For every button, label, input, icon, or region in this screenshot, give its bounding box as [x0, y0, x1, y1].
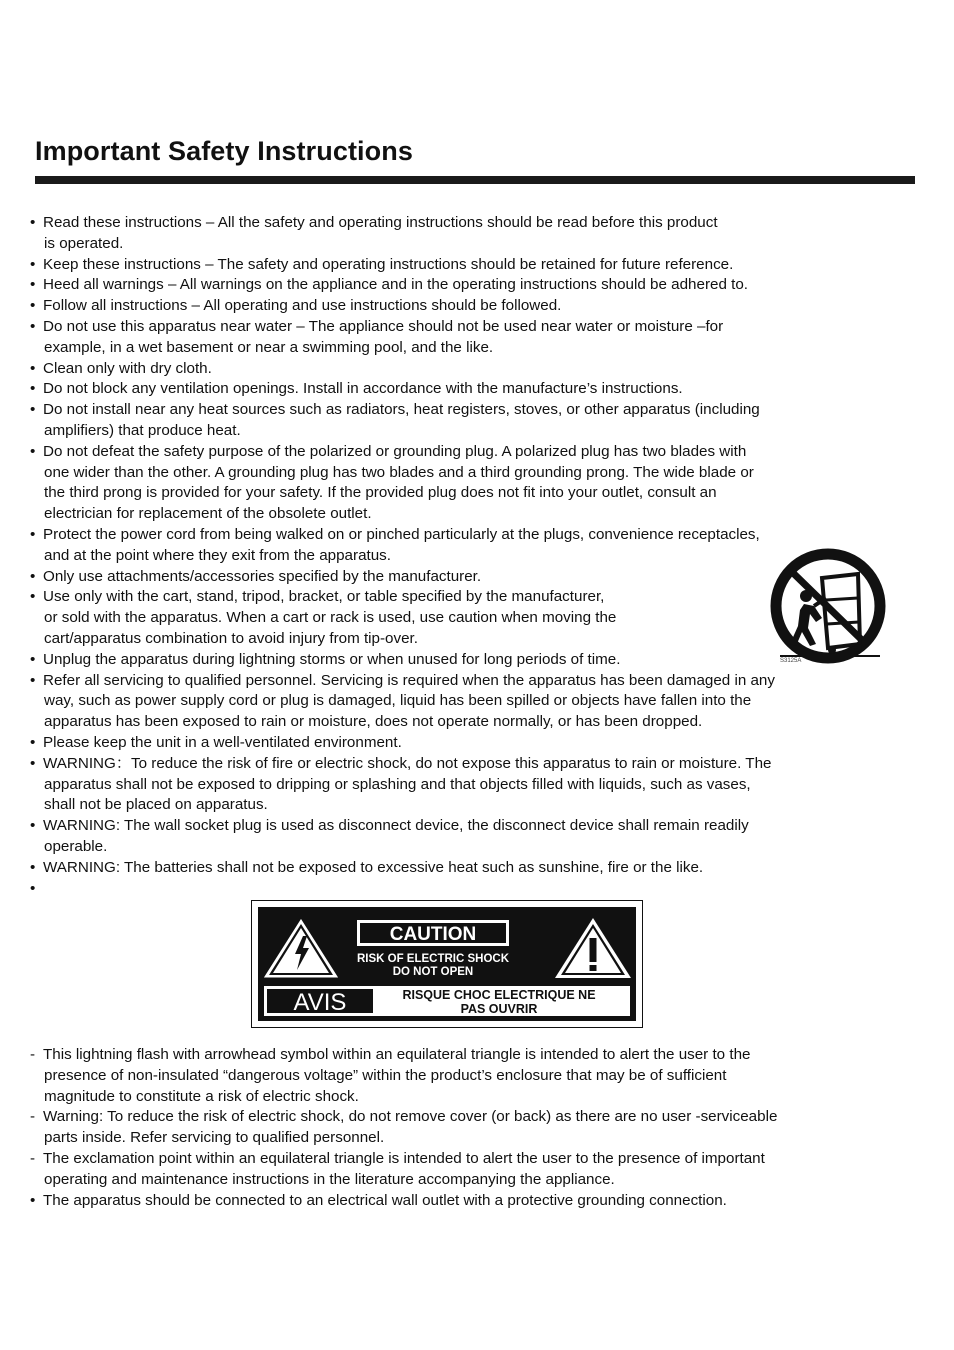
note-item-bullet: -: [30, 1150, 36, 1167]
instruction-item-text: apparatus shall not be exposed to dripping or splashing and that objects filled with liquids, such as vases,: [44, 775, 751, 793]
instruction-item-bullet: •: [30, 318, 36, 335]
cart-tip-over-icon: [770, 548, 890, 664]
instruction-item: [30, 587, 616, 649]
instruction-item-bullet: •: [30, 734, 36, 751]
note-item: [30, 1149, 765, 1191]
note-item-text: parts inside. Refer servicing to qualified personnel.: [44, 1129, 385, 1147]
instruction-item: [30, 317, 723, 359]
instruction-item-text: amplifiers) that produce heat.: [44, 421, 241, 439]
instruction-item-text: Use only with the cart, stand, tripod, bracket, or table specified by the manufacturer,: [43, 588, 605, 606]
note-item-bullet: •: [30, 1191, 36, 1209]
instruction-item-text: cart/apparatus combination to avoid injury from tip-over.: [44, 629, 418, 647]
instruction-item: [30, 275, 748, 296]
avis-label: AVIS: [293, 989, 347, 1016]
instruction-item: [30, 816, 749, 858]
instruction-item-bullet: •: [30, 567, 36, 585]
instruction-item: [30, 296, 561, 317]
instruction-item: [30, 754, 771, 816]
instruction-item-text: Clean only with dry cloth.: [43, 359, 212, 377]
caution-line-1: RISK OF ELECTRIC SHOCK: [356, 953, 510, 965]
instruction-item-bullet: •: [30, 879, 36, 897]
instruction-item-bullet: •: [30, 214, 36, 231]
instruction-item-bullet: •: [30, 526, 36, 543]
instruction-item-bullet: •: [30, 442, 36, 460]
instruction-item-text: Follow all instructions – All operating and use instructions should be followed.: [43, 297, 562, 315]
instruction-item-text: WARNING：To reduce the risk of fire or electric shock, do not expose this apparatus to rain or moisture. The: [43, 754, 772, 772]
instruction-item-text: WARNING: The wall socket plug is used as disconnect device, the disconnect device shall remain readily: [43, 817, 749, 835]
instruction-item-text: the third prong is provided for your safety. If the provided plug does not fit into your outlet, consult an: [44, 484, 717, 502]
instruction-item-text: Unplug the apparatus during lightning storms or when unused for long periods of time.: [43, 650, 621, 668]
instruction-item-bullet: •: [30, 380, 36, 398]
instruction-item-bullet: •: [30, 754, 36, 772]
instruction-item-text: is operated.: [44, 234, 124, 252]
instruction-item-text: Heed all warnings – All warnings on the appliance and in the operating instructions should be adhered to.: [43, 276, 748, 294]
instruction-item: [30, 213, 718, 255]
instruction-item-bullet: •: [30, 359, 36, 377]
instruction-item-text: Read these instructions – All the safety and operating instructions should be read before this product: [43, 214, 718, 231]
instruction-item-bullet: •: [30, 817, 36, 835]
instruction-item: [30, 733, 402, 754]
note-item-bullet: -: [30, 1108, 36, 1126]
caution-line-2: DO NOT OPEN: [392, 966, 474, 978]
instruction-item-text: example, in a wet basement or near a swimming pool, and the like.: [44, 338, 494, 356]
instruction-item-text: Please keep the unit in a well-ventilated environment.: [43, 734, 402, 751]
instruction-item-text: apparatus has been exposed to rain or moisture, does not operate normally, or has been dropped.: [44, 713, 703, 731]
note-item-text: presence of non-insulated “dangerous voltage” within the product’s enclosure that may be of sufficient: [44, 1066, 727, 1084]
instruction-item-text: shall not be placed on apparatus.: [44, 796, 268, 814]
instruction-item-text: one wider than the other. A grounding plug has two blades and a third grounding prong. The wide blade or: [44, 463, 754, 481]
page-title: Important Safety Instructions: [35, 136, 413, 166]
instruction-item: [30, 650, 620, 671]
caution-label: [251, 900, 643, 1028]
instruction-item-bullet: •: [30, 297, 36, 315]
instruction-item-text: way, such as power supply cord or plug is damaged, liquid has been spilled or objects have fallen into the: [44, 692, 752, 710]
instruction-item-text: Only use attachments/accessories specified by the manufacturer.: [43, 567, 482, 585]
instruction-item-bullet: •: [30, 650, 36, 668]
caution-heading: CAUTION: [389, 924, 477, 945]
note-item: [30, 1045, 750, 1107]
instruction-item: [30, 879, 43, 900]
note-item-bullet: -: [30, 1046, 36, 1063]
note-item-text: The exclamation point within an equilateral triangle is intended to alert the user to the presence of important: [43, 1150, 765, 1167]
note-item-text: This lightning flash with arrowhead symbol within an equilateral triangle is intended to alert the user to the: [43, 1046, 751, 1063]
instruction-item-text: and at the point where they exit from the apparatus.: [44, 546, 391, 564]
instruction-item-text: Refer all servicing to qualified personnel. Servicing is required when the apparatus has been damaged in any: [43, 671, 775, 689]
instruction-item-text: Do not install near any heat sources such as radiators, heat registers, stoves, or other apparatus (including: [43, 401, 760, 419]
avis-line-1: RISQUE CHOC ELECTRIQUE NE: [402, 988, 596, 1002]
note-item-text: Warning: To reduce the risk of electric shock, do not remove cover (or back) as there are no user -serviceable: [43, 1108, 778, 1126]
instruction-item-bullet: •: [30, 276, 36, 294]
instruction-item-text: Keep these instructions – The safety and operating instructions should be retained for future reference.: [43, 255, 734, 273]
instruction-item-text: Do not block any ventilation openings. Install in accordance with the manufacture’s instructions.: [43, 380, 683, 398]
instruction-item-bullet: •: [30, 401, 36, 419]
instruction-item-bullet: •: [30, 588, 36, 606]
instruction-item-text: Protect the power cord from being walked on or pinched particularly at the plugs, convenience receptacles,: [43, 526, 760, 543]
instruction-item-text: WARNING: The batteries shall not be exposed to excessive heat such as sunshine, fire or the like.: [43, 858, 704, 876]
instruction-item: [30, 255, 733, 276]
instruction-item-text: or sold with the apparatus. When a cart or rack is used, use caution when moving the: [44, 609, 617, 627]
note-item-text: operating and maintenance instructions in the literature accompanying the appliance.: [44, 1170, 615, 1188]
instruction-item: [30, 359, 212, 380]
instruction-item-bullet: •: [30, 858, 36, 876]
note-item: [30, 1191, 727, 1212]
note-item-text: magnitude to constitute a risk of electric shock.: [44, 1087, 359, 1105]
note-item-text: The apparatus should be connected to an electrical wall outlet with a protective grounding connection.: [43, 1191, 727, 1209]
avis-line-2: PAS OUVRIR: [460, 1002, 538, 1016]
instruction-item: [30, 442, 754, 525]
instruction-item-text: operable.: [44, 837, 108, 855]
instruction-item: [30, 400, 760, 442]
title-underline: [35, 176, 915, 184]
cart-icon-code: S3125A: [780, 658, 802, 664]
instruction-item: [30, 567, 481, 588]
instruction-item: [30, 671, 775, 733]
instruction-item: [30, 379, 683, 400]
instruction-item-text: Do not defeat the safety purpose of the polarized or grounding plug. A polarized plug has two blades with: [43, 442, 747, 460]
instruction-item-bullet: •: [30, 255, 36, 273]
instruction-item: [30, 858, 703, 879]
instruction-item-bullet: •: [30, 671, 36, 689]
instruction-item: [30, 525, 760, 567]
instruction-item-text: Do not use this apparatus near water – The appliance should not be used near water or moisture –for: [43, 318, 724, 335]
note-item: [30, 1107, 777, 1149]
instruction-item-text: electrician for replacement of the obsolete outlet.: [44, 505, 372, 523]
